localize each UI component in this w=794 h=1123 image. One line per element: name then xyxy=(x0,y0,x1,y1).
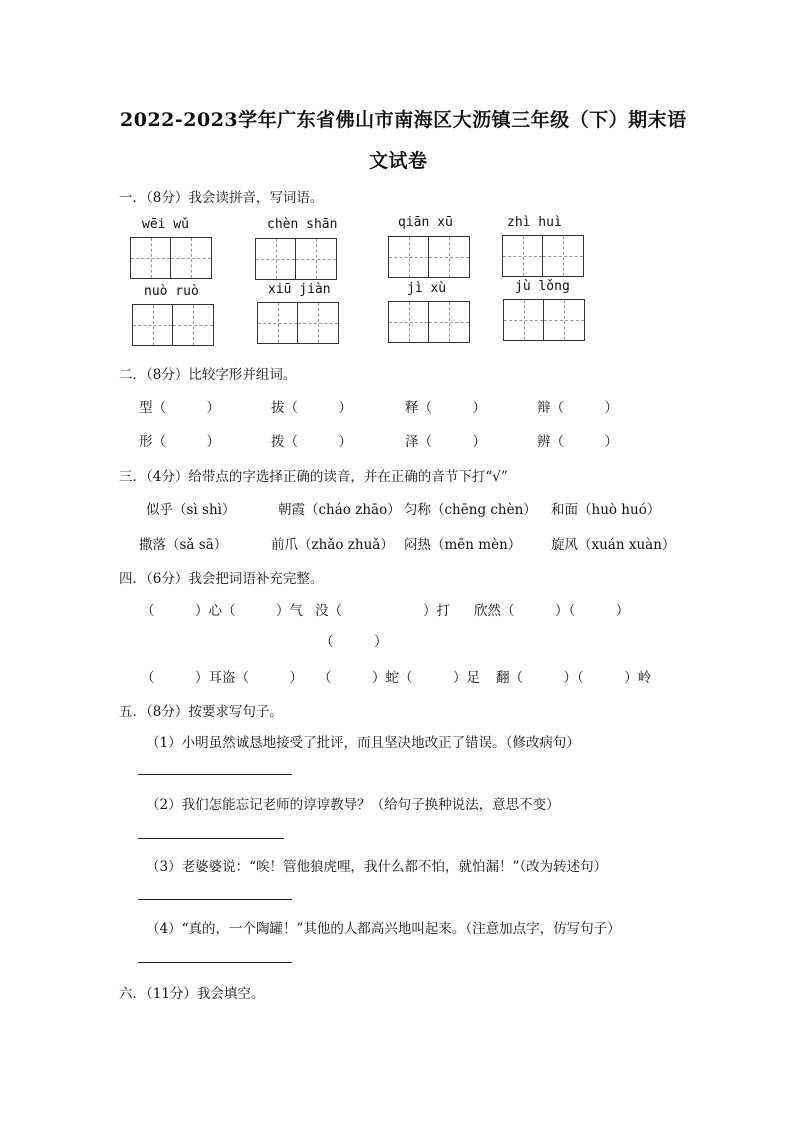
writing-grid[interactable] xyxy=(257,302,339,344)
pronunciation-item[interactable]: 前爪（zhǎo zhuǎ） xyxy=(271,537,394,553)
pronunciation-item[interactable]: 和面（huò huó） xyxy=(551,502,661,518)
writing-grid[interactable] xyxy=(130,237,212,279)
idiom-blank[interactable]: 翻（ ）（ ）岭 xyxy=(496,670,652,686)
pronunciation-item[interactable]: 朝霞（cháo zhāo） xyxy=(278,502,401,518)
answer-line[interactable] xyxy=(138,962,292,963)
idiom-blank[interactable]: （ ）心（ ）气 xyxy=(141,603,303,619)
writing-grid[interactable] xyxy=(132,304,214,346)
writing-grid[interactable] xyxy=(255,238,337,280)
compare-item: 形（ ） xyxy=(139,434,220,450)
pinyin-label: jù lǒng xyxy=(515,279,570,294)
pinyin-label: jì xù xyxy=(407,281,447,296)
idiom-blank[interactable]: （ ） xyxy=(320,634,388,650)
pinyin-label: qiān xū xyxy=(398,215,453,230)
writing-grid[interactable] xyxy=(388,236,470,278)
pinyin-label: wēi wǔ xyxy=(142,217,189,232)
sentence-task: （3）老婆婆说：“唉！管他狼虎哩，我什么都不怕，就怕漏！”（改为转述句） xyxy=(146,859,608,875)
pronunciation-item[interactable]: 闷热（mēn mèn） xyxy=(404,537,522,553)
compare-item: 拨（ ） xyxy=(271,434,352,450)
writing-grid[interactable] xyxy=(388,301,470,343)
pronunciation-item[interactable]: 匀称（chēng chèn） xyxy=(404,502,537,518)
q3-heading: 三．（4分）给带点的字选择正确的读音，并在正确的音节下打“√” xyxy=(119,469,508,485)
pinyin-label: nuò ruò xyxy=(144,284,199,299)
compare-item: 拔（ ） xyxy=(271,400,352,416)
idiom-blank[interactable]: （ ）耳盗（ ） xyxy=(141,670,303,686)
page-title-line2: 文试卷 xyxy=(369,150,428,172)
q4-heading: 四．（6分）我会把词语补充完整。 xyxy=(119,571,324,587)
writing-grid[interactable] xyxy=(502,235,584,277)
compare-item: 泽（ ） xyxy=(405,434,486,450)
q5-heading: 五．（8分）按要求写句子。 xyxy=(119,704,283,720)
sentence-task: （2）我们怎能忘记老师的谆谆教导？（给句子换种说法，意思不变） xyxy=(146,797,560,813)
pronunciation-item[interactable]: 旋风（xuán xuàn） xyxy=(551,537,676,553)
idiom-blank[interactable]: （ ）蛇（ ）足 xyxy=(318,670,480,686)
idiom-blank[interactable]: 没（ ）打 xyxy=(315,603,450,619)
pinyin-label: xiū jiàn xyxy=(268,282,331,297)
compare-item: 辨（ ） xyxy=(537,434,618,450)
compare-item: 释（ ） xyxy=(405,400,486,416)
pronunciation-item[interactable]: 撒落（sǎ sā） xyxy=(139,537,228,553)
compare-item: 辩（ ） xyxy=(537,400,618,416)
answer-line[interactable] xyxy=(138,899,292,900)
writing-grid[interactable] xyxy=(503,299,585,341)
page-title: 2022-2023学年广东省佛山市南海区大沥镇三年级（下）期末语 xyxy=(120,109,687,131)
compare-item: 型（ ） xyxy=(139,400,220,416)
q2-heading: 二．（8分）比较字形并组词。 xyxy=(119,367,297,383)
q1-heading: 一．（8分）我会读拼音，写词语。 xyxy=(119,190,324,206)
answer-line[interactable] xyxy=(138,838,284,839)
pinyin-label: zhì huì xyxy=(507,215,562,230)
sentence-task: （4）“真的，一个陶罐！”其他的人都高兴地叫起来。（注意加点字，仿写句子） xyxy=(146,921,621,937)
q6-heading: 六．（11分）我会填空。 xyxy=(119,986,265,1002)
answer-line[interactable] xyxy=(138,774,292,775)
pronunciation-item[interactable]: 似乎（sì shì） xyxy=(146,502,236,518)
sentence-task: （1）小明虽然诚恳地接受了批评，而且坚决地改正了错误。（修改病句） xyxy=(146,735,580,751)
idiom-blank[interactable]: 欣然（ ）（ ） xyxy=(474,603,630,619)
pinyin-label: chèn shān xyxy=(267,217,338,232)
